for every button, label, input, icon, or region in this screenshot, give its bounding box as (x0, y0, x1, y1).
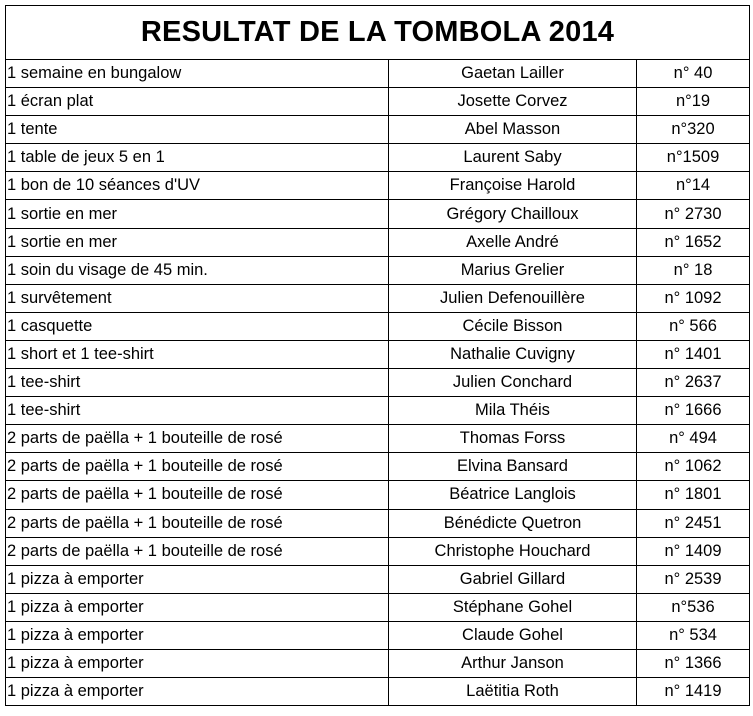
ticket-number-cell: n° 18 (637, 256, 750, 284)
table-row (6, 200, 750, 228)
table-row (6, 565, 750, 593)
winner-cell: Elvina Bansard (389, 453, 637, 481)
prize-cell: 1 table de jeux 5 en 1 (6, 144, 389, 172)
prize-cell: 2 parts de paëlla + 1 bouteille de rosé (6, 481, 389, 509)
table-row (6, 649, 750, 677)
winner-cell: Cécile Bisson (389, 312, 637, 340)
prize-cell: 1 pizza à emporter (6, 593, 389, 621)
table-row (6, 284, 750, 312)
prize-cell: 2 parts de paëlla + 1 bouteille de rosé (6, 453, 389, 481)
table-row (6, 621, 750, 649)
prize-cell: 1 tee-shirt (6, 397, 389, 425)
ticket-number-cell: n° 1666 (637, 397, 750, 425)
winner-cell: Bénédicte Quetron (389, 509, 637, 537)
table-row (6, 481, 750, 509)
ticket-number-cell: n° 2451 (637, 509, 750, 537)
prize-cell: 1 tee-shirt (6, 369, 389, 397)
ticket-number-cell: n° 1652 (637, 228, 750, 256)
results-table (5, 5, 750, 706)
page-title: RESULTAT DE LA TOMBOLA 2014 (6, 6, 750, 60)
winner-cell: Thomas Forss (389, 425, 637, 453)
table-row (6, 340, 750, 368)
winner-cell: Nathalie Cuvigny (389, 340, 637, 368)
winner-cell: Grégory Chailloux (389, 200, 637, 228)
table-row (6, 537, 750, 565)
table-row (6, 425, 750, 453)
prize-cell: 2 parts de paëlla + 1 bouteille de rosé (6, 509, 389, 537)
ticket-number-cell: n°320 (637, 116, 750, 144)
table-row (6, 228, 750, 256)
table-row (6, 256, 750, 284)
ticket-number-cell: n°19 (637, 88, 750, 116)
prize-cell: 1 semaine en bungalow (6, 60, 389, 88)
table-row (6, 369, 750, 397)
prize-cell: 1 pizza à emporter (6, 649, 389, 677)
table-row (6, 397, 750, 425)
ticket-number-cell: n° 2539 (637, 565, 750, 593)
winner-cell: Arthur Janson (389, 649, 637, 677)
prize-cell: 1 sortie en mer (6, 200, 389, 228)
winner-cell: Julien Defenouillère (389, 284, 637, 312)
prize-cell: 2 parts de paëlla + 1 bouteille de rosé (6, 537, 389, 565)
prize-cell: 1 bon de 10 séances d'UV (6, 172, 389, 200)
prize-cell: 1 pizza à emporter (6, 621, 389, 649)
ticket-number-cell: n° 2637 (637, 369, 750, 397)
ticket-number-cell: n° 1409 (637, 537, 750, 565)
winner-cell: Mila Théis (389, 397, 637, 425)
prize-cell: 1 soin du visage de 45 min. (6, 256, 389, 284)
prize-cell: 1 sortie en mer (6, 228, 389, 256)
winner-cell: Marius Grelier (389, 256, 637, 284)
winner-cell: Stéphane Gohel (389, 593, 637, 621)
prize-cell: 1 pizza à emporter (6, 678, 389, 706)
prize-cell: 1 survêtement (6, 284, 389, 312)
prize-cell: 1 écran plat (6, 88, 389, 116)
table-row (6, 312, 750, 340)
table-row (6, 116, 750, 144)
winner-cell: Gabriel Gillard (389, 565, 637, 593)
title-row (6, 6, 750, 60)
table-row (6, 88, 750, 116)
ticket-number-cell: n° 494 (637, 425, 750, 453)
prize-cell: 1 short et 1 tee-shirt (6, 340, 389, 368)
ticket-number-cell: n° 1092 (637, 284, 750, 312)
table-row (6, 593, 750, 621)
winner-cell: Julien Conchard (389, 369, 637, 397)
ticket-number-cell: n°536 (637, 593, 750, 621)
results-sheet (5, 5, 749, 706)
ticket-number-cell: n°1509 (637, 144, 750, 172)
winner-cell: Laëtitia Roth (389, 678, 637, 706)
ticket-number-cell: n° 1801 (637, 481, 750, 509)
winner-cell: Christophe Houchard (389, 537, 637, 565)
ticket-number-cell: n° 40 (637, 60, 750, 88)
winner-cell: Claude Gohel (389, 621, 637, 649)
results-body (6, 60, 750, 706)
winner-cell: Abel Masson (389, 116, 637, 144)
ticket-number-cell: n°14 (637, 172, 750, 200)
winner-cell: Françoise Harold (389, 172, 637, 200)
winner-cell: Josette Corvez (389, 88, 637, 116)
ticket-number-cell: n° 1419 (637, 678, 750, 706)
table-row (6, 453, 750, 481)
ticket-number-cell: n° 1062 (637, 453, 750, 481)
ticket-number-cell: n° 1401 (637, 340, 750, 368)
table-row (6, 678, 750, 706)
ticket-number-cell: n° 566 (637, 312, 750, 340)
prize-cell: 1 casquette (6, 312, 389, 340)
prize-cell: 1 tente (6, 116, 389, 144)
prize-cell: 1 pizza à emporter (6, 565, 389, 593)
winner-cell: Laurent Saby (389, 144, 637, 172)
winner-cell: Béatrice Langlois (389, 481, 637, 509)
winner-cell: Axelle André (389, 228, 637, 256)
table-row (6, 144, 750, 172)
ticket-number-cell: n° 2730 (637, 200, 750, 228)
ticket-number-cell: n° 534 (637, 621, 750, 649)
ticket-number-cell: n° 1366 (637, 649, 750, 677)
winner-cell: Gaetan Lailler (389, 60, 637, 88)
table-row (6, 172, 750, 200)
table-row (6, 509, 750, 537)
prize-cell: 2 parts de paëlla + 1 bouteille de rosé (6, 425, 389, 453)
table-row (6, 60, 750, 88)
